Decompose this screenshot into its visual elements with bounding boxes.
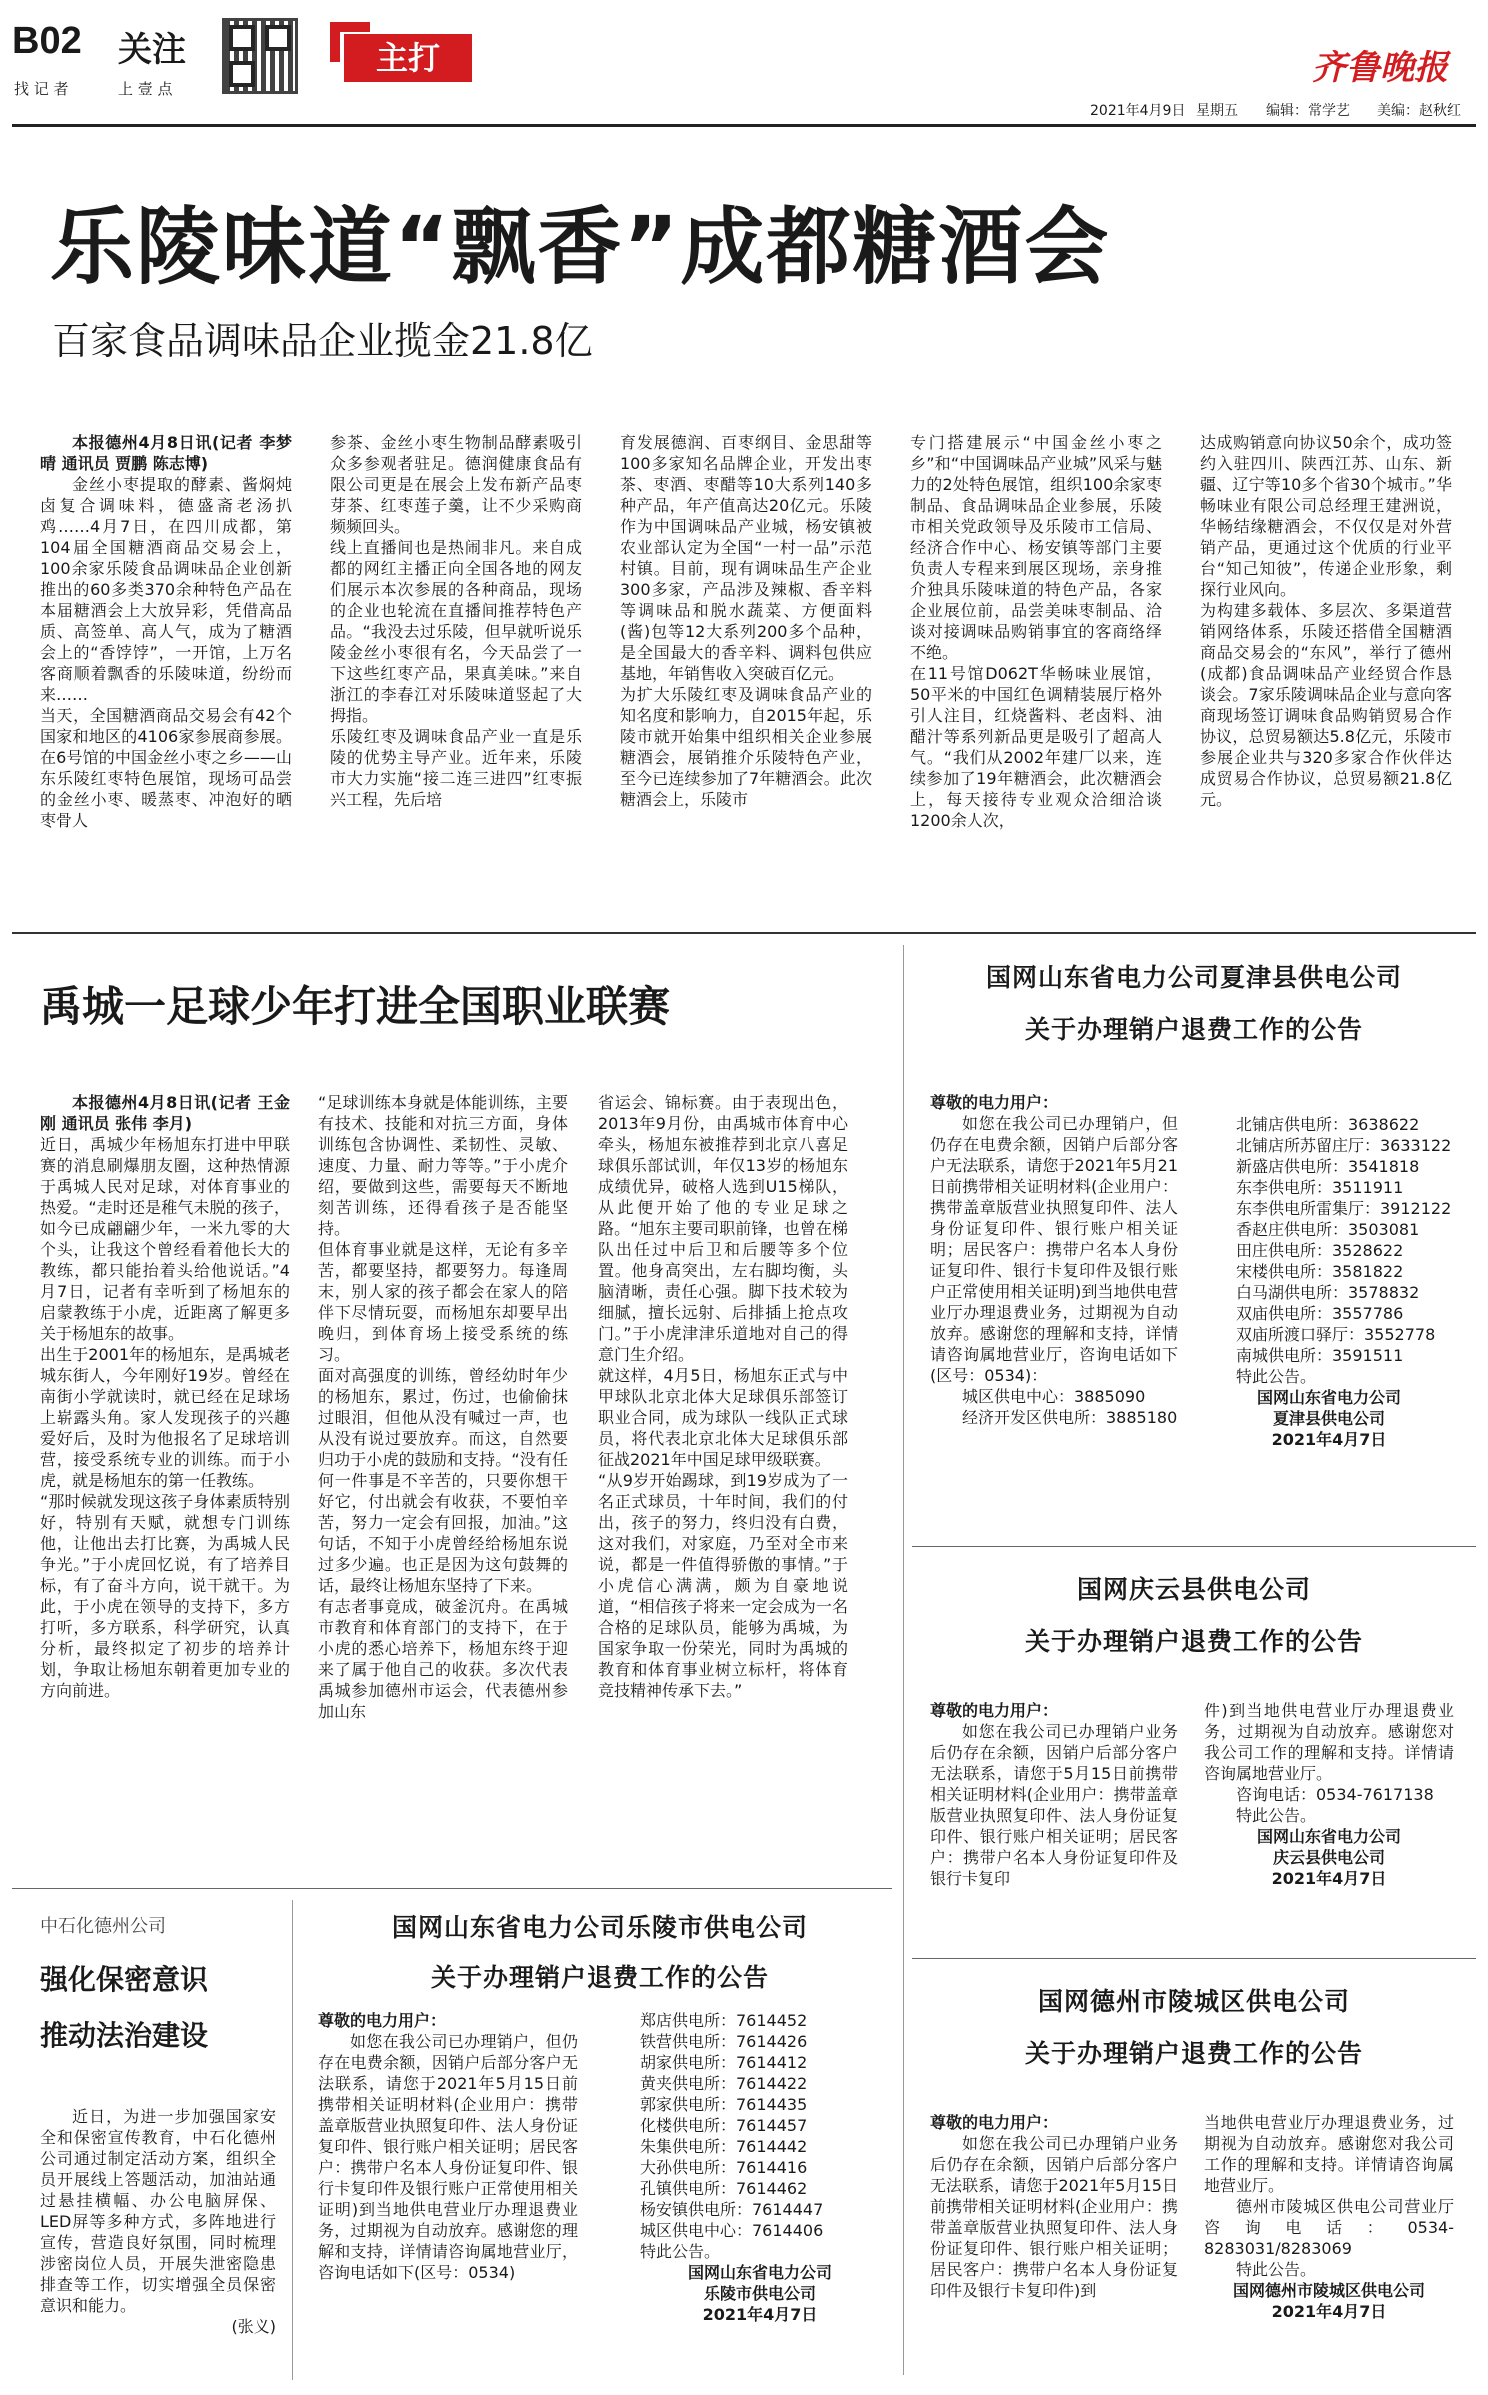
right-rule-2: [912, 1958, 1476, 1959]
brand-logo: 齐鲁晚报: [1312, 48, 1448, 88]
football-col-1-text: 近日，禹城少年杨旭东打进中甲联赛的消息刷爆朋友圈，这种热情源于禹城人民对足球，对体育事业的热爱。“走时还是稚气未脱的孩子，如今已成翩翩少年，一米九零的大个头，让我这个曾经看着他长大的教练，都只能抬着头给他说话。”4月7日，记者有幸听到了杨旭东的启蒙教练于小虎，近距离了解更多关于杨旭东的故事。 出生于2001年的杨旭东，是禹城老城东街人，今年刚好19岁。曾经在南街小学就读时，就已经在足球场上崭露头角。家人发现孩子的兴趣爱好后，及时为他报名了足球培训营，接受系统专业的训练。而于小虎，就是杨旭东的第一任教练。 “那时候就发现这孩子身体素质特别好，特别有天赋，就想专门训练他，让他出去打比赛，为禹城人民争光。”于小虎回忆说，有了培养目标，有了奋斗方向，说干就干。为此，于小虎在领导的支持下，多方打听，多方联系，科学研究，认真分析，最终拟定了初步的培养计划，争取让杨旭东朝着更加专业的方向前进。: [40, 1135, 290, 1700]
xiajin-sig-1: 国网山东省电力公司: [1256, 1388, 1401, 1407]
laoling-phone-10: 城区供电中心：7614406: [640, 2221, 824, 2240]
qingyun-col-2: [1204, 1700, 1454, 1930]
xiajin-phone-b0: 北铺店供电所：3638622: [1236, 1115, 1420, 1134]
laoling-date: 2021年4月7日: [702, 2305, 818, 2324]
xiajin-phone-b9: 双庙供电所：3557786: [1236, 1304, 1404, 1323]
laoling-sig-2: 乐陵市供电公司: [703, 2284, 816, 2303]
sinopec-source: 中石化德州公司: [40, 1916, 166, 1937]
xiajin-phone-b1: 北铺店所苏留庄厅：3633122: [1236, 1136, 1452, 1155]
xiajin-sig-2: 夏津县供电公司: [1272, 1409, 1385, 1428]
feature-tag-label: 主打: [344, 34, 472, 82]
lead-col-4: 专门搭建展示“中国金丝小枣之乡”和“中国调味品产业城”风采与魅力的2处特色展馆，组织100余家枣制品、食品调味品企业参展，乐陵市相关党政领导及乐陵市工信局、经济合作中心、杨安镇等部门主要负责人专程来到展区现场，亲身推介独具乐陵味道的特色产品，各家企业展位前，品尝美味枣制品、洽谈对接调味品购销事宜的客商络绎不绝。 在11号馆D062T华畅味业展馆，50平米的中国红色调精装展厅格外引人注目，红烧酱料、老卤料、油醋汁等系列新品更是吸引了超高人气。“我们从2002年建厂以来，连续参加了19年糖酒会，此次糖酒会上，每天接待专业观众洽细洽谈1200余人次，: [910, 433, 1162, 830]
laoling-col-2: [640, 2010, 880, 2384]
qr-code: [222, 18, 298, 94]
laoling-body: 如您在我公司已办理销户，但仍存在电费余额，因销户后部分客户无法联系，请您于2021年5月15日前携带相关证明材料(企业用户：携带盖章版营业执照复印件、法人身份证复印件、银行账户相关证明；居民客户：携带户名本人身份证复印件、银行卡复印件及银行账户正常使用相关证明)到当地供电营业厅办理退费业务，过期视为自动放弃。感谢您的理解和支持，详情请咨询属地营业厅，咨询电话如下(区号：0534): [318, 2032, 578, 2282]
xiajin-body: 如您在我公司已办理销户，但仍存在电费余额，因销户后部分客户无法联系，请您于2021年5月21日前携带相关证明材料(企业用户：携带盖章版营业执照复印件、法人身份证复印件、银行账户相关证明；居民客户：携带户名本人身份证复印件、银行卡复印件及银行账户正常使用相关证明)到当地供电营业厅办理退费业务，过期视为自动放弃。感谢您的理解和支持，详情请咨询属地营业厅，咨询电话如下(区号：0534)：: [930, 1114, 1178, 1385]
lead-col-1: [40, 432, 292, 882]
qingyun-closing: 特此公告。: [1236, 1806, 1317, 1825]
football-byline: 本报德州4月8日讯(记者 王金刚 通讯员 张伟 李月): [40, 1093, 290, 1133]
lead-col-5: 达成购销意向协议50余个，成功签约入驻四川、陕西江苏、山东、新疆、辽宁等10多个省30个城市。”华畅味业有限公司总经理王建洲说，华畅结缘糖酒会，不仅仅是对外营销产品，更通过这个优质的行业平台“知己知彼”，传递企业形象，剩探行业风向。 为构建多载体、多层次、多渠道营销网络体系，乐陵还搭借全国糖酒商品交易会的“东风”，举行了德州(成都)食品调味品产业经贸合作恳谈会。7家乐陵调味品企业与意向客商现场签订调味食品购销贸易合作协议，总贸易额达5.8亿元，乐陵市参展企业共与320多家合作伙伴达成贸易合作协议，总贸易额21.8亿元。: [1200, 433, 1452, 809]
lingcheng-closing: 特此公告。: [1236, 2260, 1317, 2279]
lead-bottom-rule: [12, 932, 1476, 934]
lingcheng-salutation: 尊敬的电力用户：: [930, 2113, 1059, 2132]
xiajin-phone-b2: 新盛店供电所：3541818: [1236, 1157, 1420, 1176]
xiajin-date: 2021年4月7日: [1271, 1430, 1387, 1449]
header-weekday: 星期五: [1196, 103, 1238, 119]
xiajin-col-2: [1204, 1114, 1454, 1514]
laoling-phone-6: 朱集供电所：7614442: [640, 2137, 808, 2156]
lingcheng-body-b: 当地供电营业厅办理退费业务，过期视为自动放弃。感谢您对我公司工作的理解和支持。详情请咨询属地营业厅。: [1204, 2113, 1454, 2195]
xiajin-phone-a0: 城区供电中心：3885090: [962, 1387, 1146, 1406]
qingyun-col-1: [930, 1700, 1178, 1930]
header-rule: [12, 124, 1476, 127]
laoling-phone-4: 郭家供电所：7614435: [640, 2095, 808, 2114]
xiajin-phone-b4: 东李供电所雷集厅：3912122: [1236, 1199, 1452, 1218]
xiajin-closing: 特此公告。: [1236, 1367, 1317, 1386]
lead-col-2: 参茶、金丝小枣生物制品酵素吸引众多参观者驻足。德润健康食品有限公司更是在展会上发布新产品枣芽茶、红枣莲子羹，让不少采购商频频回头。 线上直播间也是热闹非凡。来自成都的网红主播正向全国各地的网友们展示本次参展的各种商品，现场的企业也轮流在直播间推荐特色产品。“我没去过乐陵，但早就听说乐陵金丝小枣很有名，今天品尝了一下这些红枣产品，果真美味。”来自浙江的李春江对乐陵味道竖起了大拇指。 乐陵红枣及调味食品产业一直是乐陵的优势主导产业。近年来，乐陵市大力实施“接二连三进四”红枣振兴工程，先后培: [330, 433, 582, 809]
right-rule-1: [912, 1546, 1476, 1547]
qingyun-body-b: 件)到当地供电营业厅办理退费业务，过期视为自动放弃。感谢您对我公司工作的理解和支持。详情请咨询属地营业厅。: [1204, 1701, 1454, 1783]
lingcheng-body-a: 如您在我公司已办理销户业务后仍存在余额，因销户后部分客户无法联系，请您于2021年5月15日前携带相关证明材料(企业用户：携带盖章版营业执照复印件、法人身份证复印件、银行账户相关证明；居民客户：携带户名本人身份证复印件及银行卡复印件)到: [930, 2134, 1178, 2300]
qingyun-sig-2: 庆云县供电公司: [1272, 1848, 1385, 1867]
header-editor: 编辑：常学艺: [1266, 103, 1350, 119]
sinopec-divider: [292, 1900, 293, 2380]
qingyun-salutation: 尊敬的电力用户：: [930, 1701, 1059, 1720]
laoling-sig-1: 国网山东省电力公司: [687, 2263, 832, 2282]
xiajin-phone-b7: 宋楼供电所：3581822: [1236, 1262, 1404, 1281]
xiajin-salutation: 尊敬的电力用户：: [930, 1093, 1059, 1112]
laoling-phone-8: 孔镇供电所：7614462: [640, 2179, 808, 2198]
bottom-left-rule: [12, 1888, 892, 1889]
sinopec-author: (张义): [231, 2317, 276, 2336]
xiajin-title-2: 关于办理销户退费工作的公告: [1024, 1015, 1363, 1044]
xiajin-phone-b5: 香赵庄供电所：3503081: [1236, 1220, 1420, 1239]
football-col-2: “足球训练本身就是体能训练，主要有技术、技能和对抗三方面，身体训练包含协调性、柔韧性、灵敏、速度、力量、耐力等等。”于小虎介绍，要做到这些，需要每天不断地刻苦训练，还得看孩子是否能坚持。 但体育事业就是这样，无论有多辛苦，都要坚持，都要努力。每逢周末，别人家的孩子都会在家人的陪伴下尽情玩耍，而杨旭东却要早出晚归，到体育场上接受系统的练习。 面对高强度的训练，曾经幼时年少的杨旭东，累过，伤过，也偷偷抹过眼泪，但他从没有喊过一声，也从没有说过要放弃。而这，自然要归功于小虎的鼓励和支持。“没有任何一件事是不辛苦的，只要你想干好它，付出就会有收获，不要怕辛苦，努力一定会有回报，加油。”这句话，不知于小虎曾经给杨旭东说过多少遍。也正是因为这句鼓舞的话，最终让杨旭东坚持了下来。 有志者事竟成，破釜沉舟。在禹城市教育和体育部门的支持下，在于小虎的悉心培养下，杨旭东终于迎来了属于他自己的收获。多次代表禹城参加德州市运会，代表德州参加山东: [318, 1093, 568, 1721]
qingyun-title-2: 关于办理销户退费工作的公告: [1024, 1627, 1363, 1656]
page-number: B02: [12, 20, 82, 62]
laoling-phone-7: 大孙供电所：7614416: [640, 2158, 808, 2177]
football-headline: 禹城一足球少年打进全国职业联赛: [40, 982, 671, 1031]
lead-col-1-text: 金丝小枣提取的酵素、酱焖炖卤复合调味料，德盛斋老汤扒鸡……4月7日，在四川成都，第104届全国糖酒商品交易会上，100余家乐陵食品调味品企业创新推出的60多类370余种特色产品在本届糖酒会上大放异彩，凭借高品质、高签单、高人气，成为了糖酒会上的“香饽饽”，一开馆，上万名客商顺着飘香的乐陵味道，纷纷而来…… 当天，全国糖酒商品交易会有42个国家和地区的4106家参展商参展。在6号馆的中国金丝小枣之乡——山东乐陵红枣特色展馆，现场可品尝的金丝小枣、暖蒸枣、冲泡好的晒枣骨人: [40, 475, 292, 830]
xiajin-phone-b3: 东李供电所：3511911: [1236, 1178, 1404, 1197]
section-name: 关注: [118, 30, 186, 70]
football-col-1: [40, 1092, 290, 1870]
sinopec-body: 近日，为进一步加强国家安全和保密宣传教育，中石化德州公司通过制定活动方案，组织全员开展线上答题活动，加油站通过悬挂横幅、办公电脑屏保、LED屏等多种方式，多阵地进行宣传，营造良好氛围，同时梳理涉密岗位人员，开展失泄密隐患排查等工作，切实增强全员保密意识和能力。: [40, 2107, 276, 2315]
qingyun-sig-1: 国网山东省电力公司: [1256, 1827, 1401, 1846]
laoling-salutation: 尊敬的电力用户：: [318, 2011, 447, 2030]
lingcheng-col-1: [930, 2112, 1178, 2390]
laoling-phone-5: 化楼供电所：7614457: [640, 2116, 808, 2135]
laoling-phone-1: 铁营供电所：7614426: [640, 2032, 808, 2051]
laoling-phone-9: 杨安镇供电所：7614447: [640, 2200, 824, 2219]
laoling-phone-0: 郑店供电所：7614452: [640, 2011, 808, 2030]
qingyun-date: 2021年4月7日: [1271, 1869, 1387, 1888]
laoling-col-1: [318, 2010, 578, 2384]
feature-tag: [330, 22, 480, 86]
xiajin-phone-b11: 南城供电所：3591511: [1236, 1346, 1404, 1365]
header-sub-left: 找 记 者: [14, 80, 69, 98]
sinopec-body-block: [40, 2106, 276, 2378]
lingcheng-date: 2021年4月7日: [1271, 2302, 1387, 2321]
lead-byline: 本报德州4月8日讯(记者 李梦晴 通讯员 贾鹏 陈志博): [40, 433, 292, 473]
lingcheng-phone: 德州市陵城区供电公司营业厅咨询电话：0534-8283031/8283069: [1204, 2197, 1454, 2258]
lead-headline: 乐陵味道“飘香”成都糖酒会: [50, 198, 1111, 296]
laoling-phone-2: 胡家供电所：7614412: [640, 2053, 808, 2072]
header-date: 2021年4月9日: [1090, 103, 1186, 119]
xiajin-title-1: 国网山东省电力公司夏津县供电公司: [985, 963, 1402, 992]
xiajin-phone-b10: 双庙所渡口驿厅：3552778: [1236, 1325, 1436, 1344]
xiajin-phone-b8: 白马湖供电所：3578832: [1236, 1283, 1420, 1302]
football-col-3: 省运会、锦标赛。由于表现出色，2013年9月份，由禹城市体育中心牵头，杨旭东被推荐到北京八喜足球俱乐部试训，年仅13岁的杨旭东成绩优异，破格人选到U15梯队，从此便开始了他的专业足球之路。“旭东主要司职前锋，也曾在梯队出任过中后卫和后腰等多个位置。他身高突出，左右脚均衡，头脑清晰，责任心强。脚下技术较为细腻，擅长远射、后排插上抢点攻门。”于小虎津津乐道地对自己的得意门生介绍。 就这样，4月5日，杨旭东正式与中甲球队北京北体大足球俱乐部签订职业合同，成为球队一线队正式球员，将代表北京北体大足球俱乐部征战2021年中国足球甲级联赛。 “从9岁开始踢球，到19岁成为了一名正式球员，十年时间，我们的付出，孩子的努力，终归没有白费，这对我们，对家庭，乃至对全市来说，都是一件值得骄傲的事情。”于小虎信心满满，颇为自豪地说道，“相信孩子将来一定会成为一名合格的足球队员，能够为禹城，为国家争取一份荣光，同时为禹城的教育和体育事业树立标杆，将体育竞技精神传承下去。”: [598, 1093, 848, 1700]
laoling-title-2: 关于办理销户退费工作的公告: [430, 1963, 769, 1992]
xiajin-col-1: [930, 1092, 1178, 1512]
lingcheng-title-2: 关于办理销户退费工作的公告: [1024, 2039, 1363, 2068]
sinopec-title-1: 强化保密意识: [40, 1963, 209, 1996]
lingcheng-sig-1: 国网德州市陵城区供电公司: [1232, 2281, 1425, 2300]
laoling-title-1: 国网山东省电力公司乐陵市供电公司: [391, 1913, 808, 1942]
qingyun-title-1: 国网庆云县供电公司: [1076, 1575, 1311, 1604]
sinopec-title-2: 推动法治建设: [40, 2019, 209, 2052]
header-sub-right: 上 壹 点: [118, 80, 173, 98]
laoling-closing: 特此公告。: [640, 2242, 721, 2261]
laoling-phone-3: 黄夹供电所：7614422: [640, 2074, 808, 2093]
xiajin-phone-a1: 经济开发区供电所：3885180: [962, 1408, 1178, 1427]
mid-divider: [903, 945, 904, 2375]
lead-subtitle: 百家食品调味品企业揽金21.8亿: [52, 319, 593, 363]
lead-col-3: 育发展德润、百枣纲目、金思甜等100多家知名品牌企业，开发出枣茶、枣酒、枣醋等10大系列140多种产品，年产值高达20亿元。乐陵作为中国调味品产业城，杨安镇被农业部认定为全国“一村一品”示范村镇。目前，现有调味品生产企业300多家，产品涉及辣椒、香辛料等调味品和脱水蔬菜、方便面料(酱)包等12大系列200多个品种，是全国最大的香辛料、调料包供应基地，年销售收入突破百亿元。 为扩大乐陵红枣及调味食品产业的知名度和影响力，自2015年起，乐陵市就开始集中组织相关企业参展糖酒会，展销推介乐陵特色产业，至今已连续参加了7年糖酒会。此次糖酒会上，乐陵市: [620, 433, 872, 809]
lingcheng-col-2: [1204, 2112, 1454, 2390]
qingyun-body-a: 如您在我公司已办理销户业务后仍存在余额，因销户后部分客户无法联系，请您于5月15日前携带相关证明材料(企业用户：携带盖章版营业执照复印件、法人身份证复印件、银行账户相关证明；居民客户：携带户名本人身份证复印件及银行卡复印: [930, 1722, 1178, 1888]
header-artist: 美编：赵秋红: [1377, 103, 1461, 119]
lingcheng-title-1: 国网德州市陵城区供电公司: [1037, 1987, 1350, 2016]
xiajin-phone-b6: 田庄供电所：3528622: [1236, 1241, 1404, 1260]
qingyun-phone: 咨询电话：0534-7617138: [1236, 1785, 1434, 1804]
